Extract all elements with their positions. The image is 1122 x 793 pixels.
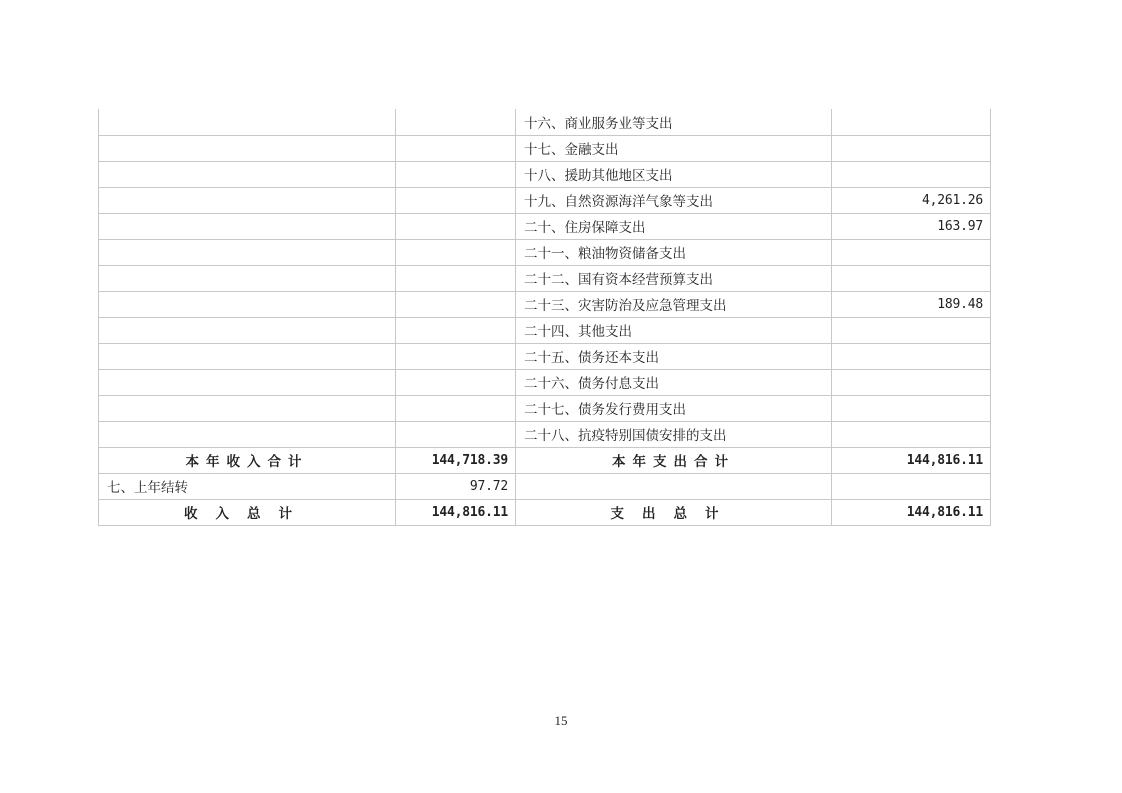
page-number: 15 [554, 713, 568, 728]
carryover-amount: 97.72 [396, 473, 516, 499]
expenditure-amount-cell [832, 317, 991, 343]
income-item-cell [99, 265, 396, 291]
income-item-cell [99, 343, 396, 369]
table-row [99, 343, 991, 369]
expenditure-amount-cell [832, 421, 991, 447]
table-row [99, 395, 991, 421]
expenditure-item-cell: 十七、金融支出 [516, 135, 832, 161]
expenditure-item-cell: 二十、住房保障支出 [516, 213, 832, 239]
income-amount-cell [396, 265, 516, 291]
income-item-cell [99, 369, 396, 395]
budget-table [98, 109, 991, 526]
income-item-cell [99, 291, 396, 317]
expenditure-item-cell: 二十一、粮油物资储备支出 [516, 239, 832, 265]
budget-table-body [99, 109, 991, 525]
expenditure-item-cell: 二十六、债务付息支出 [516, 369, 832, 395]
expenditure-item-cell: 二十五、债务还本支出 [516, 343, 832, 369]
grand-total-row [99, 499, 991, 525]
income-item-cell [99, 213, 396, 239]
annual-expenditure-total-amount: 144,816.11 [832, 447, 991, 473]
expenditure-amount-cell [832, 239, 991, 265]
income-amount-cell [396, 213, 516, 239]
table-row [99, 109, 991, 135]
annual-income-total-label: 本年收入合计 [99, 447, 396, 473]
income-amount-cell [396, 291, 516, 317]
income-item-cell [99, 135, 396, 161]
table-row [99, 239, 991, 265]
expenditure-amount-cell [832, 135, 991, 161]
income-amount-cell [396, 343, 516, 369]
income-amount-cell [396, 369, 516, 395]
expenditure-item-cell: 二十八、抗疫特别国债安排的支出 [516, 421, 832, 447]
income-amount-cell [396, 317, 516, 343]
expenditure-amount-cell [832, 343, 991, 369]
expenditure-amount-cell: 4,261.26 [832, 187, 991, 213]
grand-expenditure-total-label: 支出总计 [516, 499, 832, 525]
expenditure-item-cell [516, 473, 832, 499]
expenditure-amount-cell [832, 369, 991, 395]
income-amount-cell [396, 135, 516, 161]
grand-expenditure-total-amount: 144,816.11 [832, 499, 991, 525]
grand-income-total-amount: 144,816.11 [396, 499, 516, 525]
income-amount-cell [396, 109, 516, 135]
income-amount-cell [396, 421, 516, 447]
annual-income-total-amount: 144,718.39 [396, 447, 516, 473]
expenditure-item-cell: 二十七、债务发行费用支出 [516, 395, 832, 421]
table-row [99, 135, 991, 161]
income-item-cell [99, 395, 396, 421]
expenditure-item-cell: 二十三、灾害防治及应急管理支出 [516, 291, 832, 317]
expenditure-amount-cell [832, 109, 991, 135]
income-item-cell [99, 187, 396, 213]
income-amount-cell [396, 395, 516, 421]
table-row [99, 187, 991, 213]
expenditure-amount-cell: 189.48 [832, 291, 991, 317]
expenditure-amount-cell [832, 395, 991, 421]
expenditure-amount-cell [832, 473, 991, 499]
table-row [99, 265, 991, 291]
income-item-cell [99, 317, 396, 343]
expenditure-amount-cell [832, 161, 991, 187]
expenditure-item-cell: 十六、商业服务业等支出 [516, 109, 832, 135]
table-row [99, 421, 991, 447]
income-item-cell [99, 421, 396, 447]
income-item-cell [99, 239, 396, 265]
carryover-row [99, 473, 991, 499]
income-amount-cell [396, 161, 516, 187]
table-row [99, 213, 991, 239]
income-amount-cell [396, 187, 516, 213]
expenditure-item-cell: 十八、援助其他地区支出 [516, 161, 832, 187]
annual-expenditure-total-label: 本年支出合计 [516, 447, 832, 473]
carryover-label: 七、上年结转 [99, 473, 396, 499]
expenditure-item-cell: 二十四、其他支出 [516, 317, 832, 343]
table-row [99, 317, 991, 343]
table-row [99, 369, 991, 395]
grand-income-total-label: 收入总计 [99, 499, 396, 525]
annual-total-row [99, 447, 991, 473]
income-item-cell [99, 109, 396, 135]
expenditure-item-cell: 十九、自然资源海洋气象等支出 [516, 187, 832, 213]
expenditure-amount-cell: 163.97 [832, 213, 991, 239]
expenditure-amount-cell [832, 265, 991, 291]
income-item-cell [99, 161, 396, 187]
income-amount-cell [396, 239, 516, 265]
expenditure-item-cell: 二十二、国有资本经营预算支出 [516, 265, 832, 291]
table-row [99, 161, 991, 187]
table-row [99, 291, 991, 317]
